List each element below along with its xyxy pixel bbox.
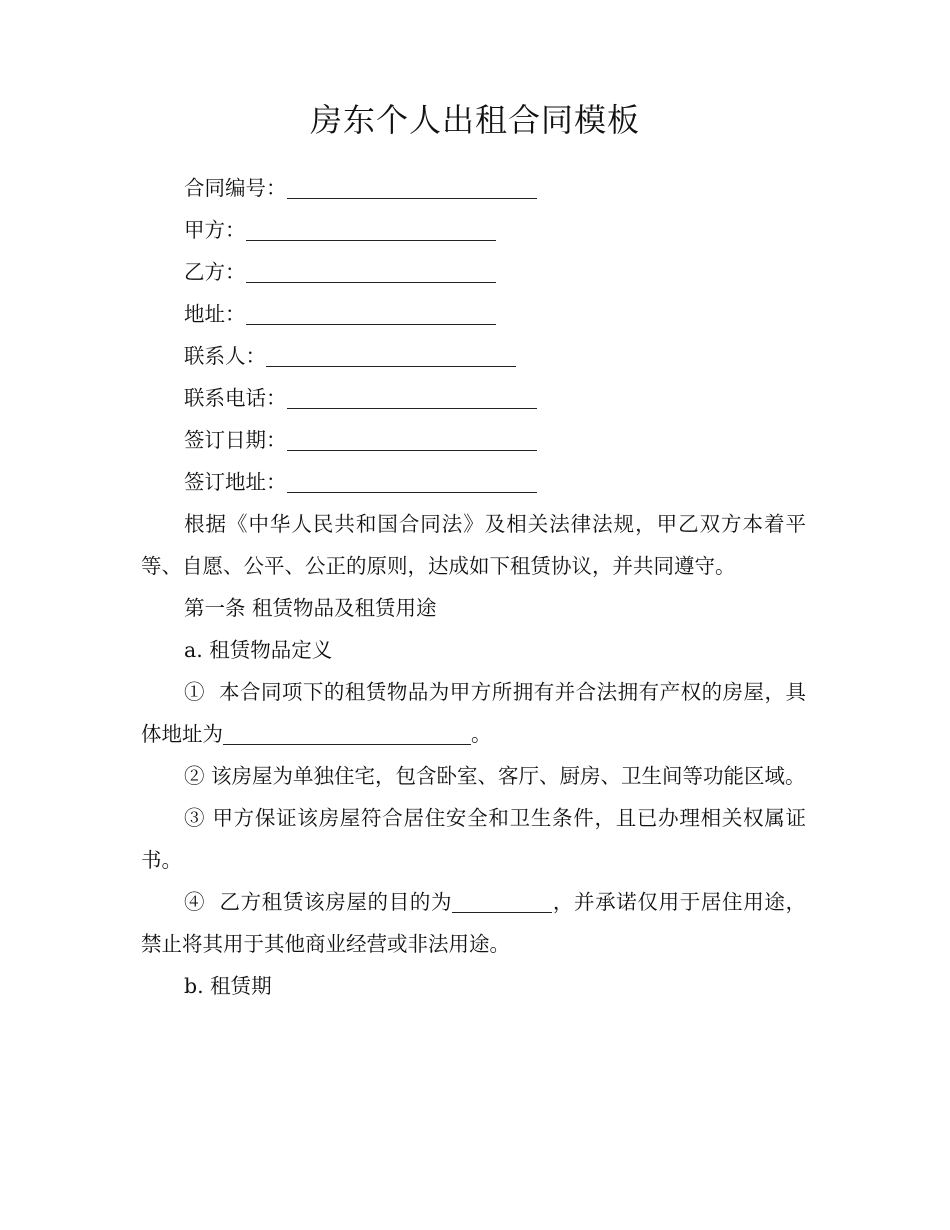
property-address-blank bbox=[223, 720, 471, 745]
contact-phone-blank bbox=[287, 384, 537, 409]
section-a-heading: a. 租赁物品定义 bbox=[184, 638, 333, 662]
contract-number-label: 合同编号： bbox=[184, 176, 287, 200]
article-1-item-4 bbox=[141, 881, 806, 965]
document-body bbox=[141, 167, 806, 1007]
contract-number-blank bbox=[287, 174, 537, 199]
party-a-field bbox=[141, 209, 806, 251]
party-a-label: 甲方： bbox=[184, 218, 246, 242]
article-1-item-3: ③ 甲方保证该房屋符合居住安全和卫生条件，且已办理相关权属证书。 bbox=[141, 806, 806, 872]
article-1-item-1 bbox=[141, 671, 806, 755]
section-b-heading: b. 租赁期 bbox=[184, 974, 272, 998]
party-b-field bbox=[141, 251, 806, 293]
address-label: 地址： bbox=[184, 302, 246, 326]
contact-person-field bbox=[141, 335, 806, 377]
item-1-text: ① 本合同项下的租赁物品为甲方所拥有并合法拥有产权的房屋，具体地址为 bbox=[141, 680, 806, 746]
party-b-label: 乙方： bbox=[184, 260, 246, 284]
contract-number-field bbox=[141, 167, 806, 209]
article-1-item-2: ② 该房屋为单独住宅，包含卧室、客厅、厨房、卫生间等功能区域。 bbox=[184, 764, 806, 788]
signing-date-blank bbox=[287, 426, 537, 451]
party-a-blank bbox=[246, 216, 496, 241]
document-title: 房东个人出租合同模板 bbox=[309, 101, 640, 139]
signing-date-field bbox=[141, 419, 806, 461]
party-b-blank bbox=[246, 258, 496, 283]
address-blank bbox=[246, 300, 496, 325]
signing-place-label: 签订地址： bbox=[184, 470, 287, 494]
contact-person-blank bbox=[266, 342, 516, 367]
contact-person-label: 联系人： bbox=[184, 344, 266, 368]
address-field bbox=[141, 293, 806, 335]
item-4-text: ④ 乙方租赁该房屋的目的为 bbox=[184, 890, 453, 914]
intro-paragraph: 根据《中华人民共和国合同法》及相关法律法规，甲乙双方本着平等、自愿、公平、公正的原则，达成如下租赁协议，并共同遵守。 bbox=[141, 512, 806, 578]
signing-place-field bbox=[141, 461, 806, 503]
signing-place-blank bbox=[287, 468, 537, 493]
contact-phone-field bbox=[141, 377, 806, 419]
contact-phone-label: 联系电话： bbox=[184, 386, 287, 410]
signing-date-label: 签订日期： bbox=[184, 428, 287, 452]
item-1-end: 。 bbox=[471, 722, 492, 746]
item-4-end: ，并承诺仅用于居住用途，禁止将其用于其他商业经营或非法用途。 bbox=[141, 890, 806, 956]
rental-purpose-blank bbox=[452, 888, 552, 913]
article-1-heading: 第一条 租赁物品及租赁用途 bbox=[184, 596, 437, 620]
